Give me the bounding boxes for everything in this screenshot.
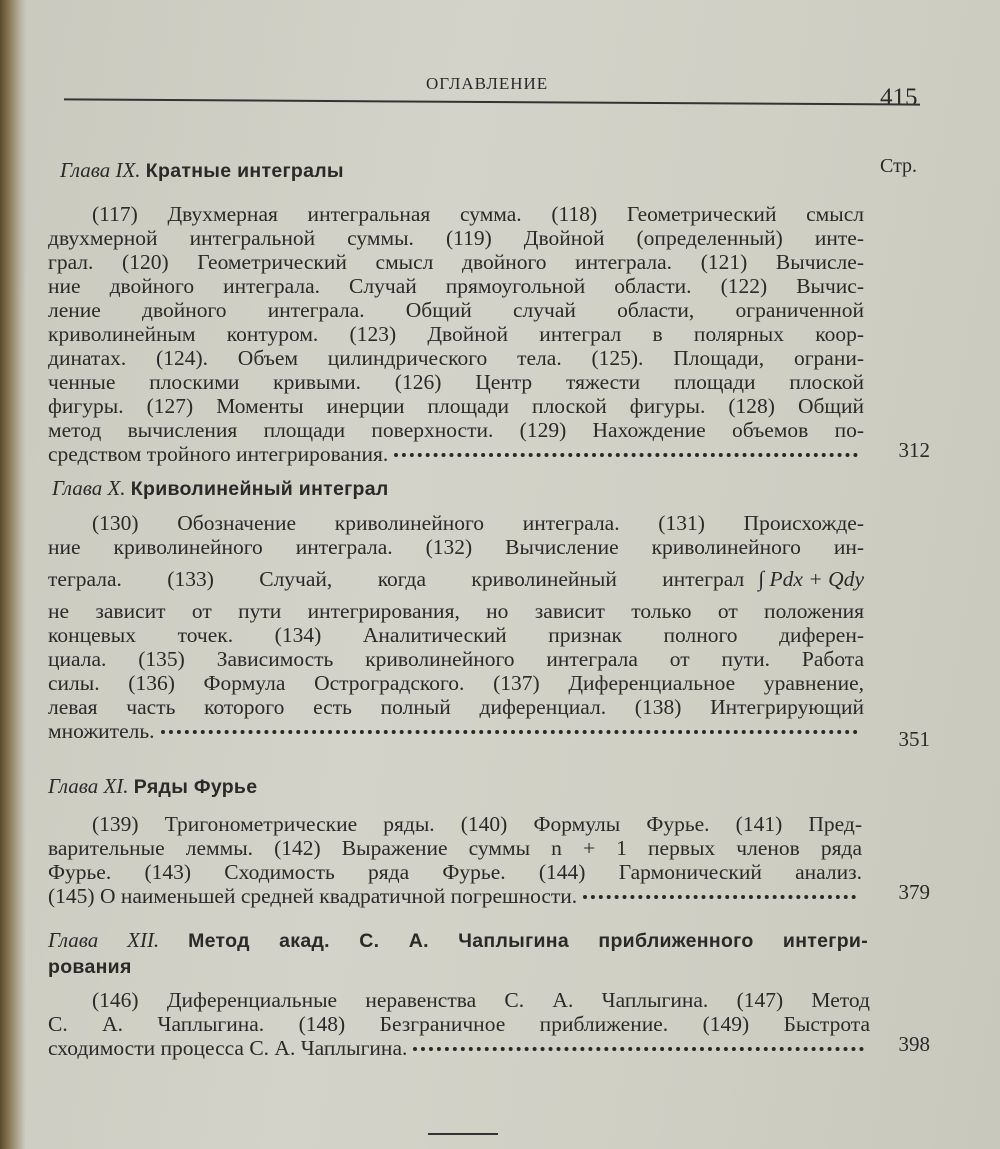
- chapter-page-number: 379: [898, 880, 930, 904]
- chapter-title: Метод акад. С. А. Чаплыгина приближенного интегри-: [188, 930, 869, 952]
- chapter-contents: [48, 812, 862, 908]
- toc-line: силы. (136) Формула Остроградского. (137) Диференциальное уравнение,: [48, 671, 864, 695]
- chapter-heading: [48, 774, 864, 799]
- toc-line: теграла. (133) Случай, когда криволинейный интеграл: [48, 567, 745, 591]
- toc-line: фигуры. (127) Моменты инерции площади плоской фигуры. (128) Общий: [48, 394, 864, 418]
- toc-line: ченные плоскими кривыми. (126) Центр тяжести площади плоской: [48, 370, 864, 394]
- header-rule: [64, 98, 920, 105]
- toc-line: (117) Двухмерная интегральная сумма. (118) Геометрический смысл: [92, 202, 864, 226]
- toc-line: варительные леммы. (142) Выражение суммы n + 1 первых членов ряда: [48, 836, 862, 860]
- running-title: ОГЛАВЛЕНИЕ: [426, 74, 549, 93]
- chapter-label: Глава X.: [52, 476, 126, 500]
- toc-line: Фурье. (143) Сходимость ряда Фурье. (144) Гармонический анализ.: [48, 860, 862, 884]
- toc-line: ние криволинейного интеграла. (132) Вычисление криволинейного ин-: [48, 535, 864, 559]
- toc-line: грал. (120) Геометрический смысл двойного интеграла. (121) Вычисле-: [48, 250, 864, 274]
- toc-line: концевых точек. (134) Аналитический признак полного диферен-: [48, 623, 864, 647]
- toc-line: циала. (135) Зависимость криволинейного интеграла от пути. Работа: [48, 647, 864, 671]
- toc-line: (130) Обозначение криволинейного интеграла. (131) Происхожде-: [92, 511, 864, 535]
- toc-line: двухмерной интегральной суммы. (119) Двойной (определенный) инте-: [48, 226, 864, 250]
- toc-line: левая часть которого есть полный диференциал. (138) Интегрирующий: [48, 695, 864, 719]
- toc-line: метод вычисления площади поверхности. (129) Нахождение объемов по-: [48, 418, 864, 442]
- integral-formula: ∫ Pdx + Qdy: [758, 567, 864, 591]
- chapter-page-number: 351: [898, 727, 930, 751]
- toc-line: (139) Тригонометрические ряды. (140) Формулы Фурье. (141) Пред-: [92, 812, 862, 836]
- dot-leader: [413, 1047, 864, 1051]
- dot-leader: [394, 453, 858, 457]
- toc-line: (145) О наименьшей средней квадратичной погрешности.: [48, 884, 578, 908]
- toc-line: множитель.: [48, 719, 155, 743]
- chapter-title: Криволинейный интеграл: [130, 478, 389, 500]
- chapter-contents: [48, 202, 864, 466]
- book-spine-edge: [0, 0, 26, 1149]
- toc-line: средством тройного интегрирования.: [48, 442, 389, 466]
- dot-leader: [161, 730, 858, 734]
- dot-leader: [583, 895, 856, 899]
- toc-line: ние двойного интеграла. Случай прямоугольной области. (122) Вычис-: [48, 274, 864, 298]
- toc-line: не зависит от пути интегрирования, но зависит только от положения: [48, 599, 864, 623]
- toc-line: (146) Диференциальные неравенства С. А. Чаплыгина. (147) Метод: [92, 988, 870, 1012]
- chapter-label: Глава IX.: [60, 158, 141, 182]
- toc-line: С. А. Чаплыгина. (148) Безграничное приближение. (149) Быстрота: [48, 1012, 870, 1036]
- chapter-heading: [52, 476, 868, 501]
- chapter-label: Глава XI.: [48, 774, 129, 798]
- chapter-title-continued: рования: [48, 956, 132, 978]
- chapter-heading: [48, 928, 868, 979]
- toc-line: сходимости процесса С. А. Чаплыгина.: [48, 1036, 408, 1060]
- chapter-contents: [48, 988, 870, 1060]
- toc-line: криволинейным контуром. (123) Двойной интеграл в полярных коор-: [48, 322, 864, 346]
- chapter-title: Ряды Фурье: [133, 776, 258, 798]
- chapter-heading: [60, 158, 876, 183]
- bottom-rule: [428, 1133, 498, 1135]
- toc-line: динатах. (124). Объем цилиндрического тела. (125). Площади, ограни-: [48, 346, 864, 370]
- chapter-label: Глава XII.: [48, 928, 160, 952]
- chapter-page-number: 312: [898, 438, 930, 462]
- chapter-page-number: 398: [898, 1032, 930, 1056]
- page-number: 415: [880, 84, 918, 111]
- toc-line: ление двойного интеграла. Общий случай области, ограниченной: [48, 298, 864, 322]
- chapter-contents: [48, 511, 864, 743]
- page-column-label: Стр.: [880, 155, 918, 177]
- chapter-title: Кратные интегралы: [145, 160, 344, 182]
